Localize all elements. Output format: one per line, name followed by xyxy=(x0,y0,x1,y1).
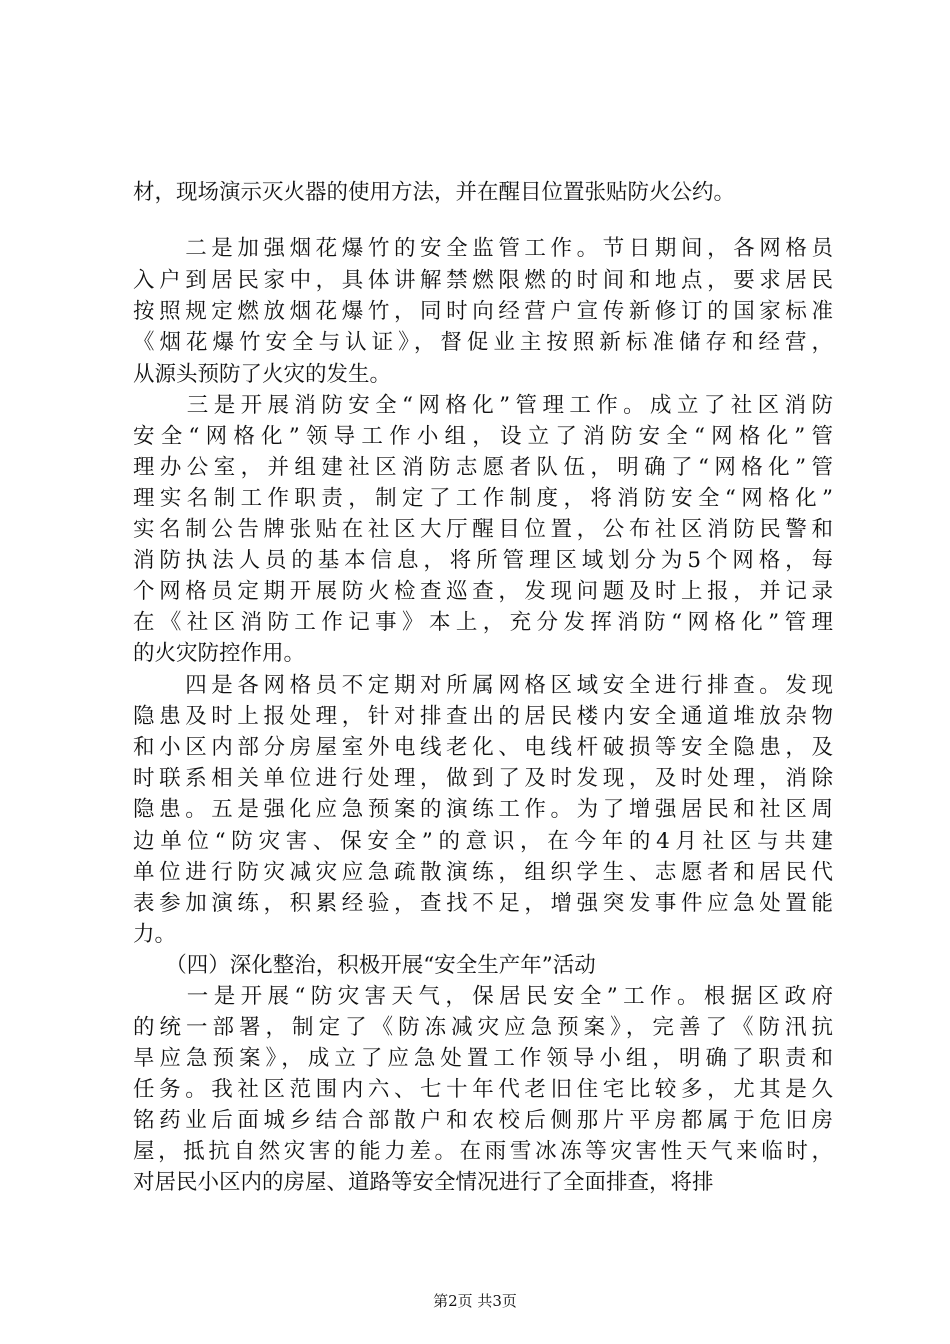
text-line: 铭药业后面城乡结合部散户和农校后侧那片平房都属于危旧房 xyxy=(133,1108,833,1133)
text-line: 表参加演练，积累经验，查找不足，增强突发事件应急处置能 xyxy=(133,891,833,916)
text-line: 在《社区消防工作记事》本上，充分发挥消防“网格化”管理 xyxy=(133,610,833,635)
text-line: 理办公室，并组建社区消防志愿者队伍，明确了“网格化”管 xyxy=(133,455,833,480)
text-line: 四是各网格员不定期对所属网格区域安全进行排查。发现 xyxy=(133,673,833,698)
text-line: 材，现场演示灭火器的使用方法，并在醒目位置张贴防火公约。 xyxy=(133,180,736,205)
text-line: 的统一部署，制定了《防冻减灾应急预案》，完善了《防汛抗 xyxy=(133,1015,833,1040)
text-line: 对居民小区内的房屋、道路等安全情况进行了全面排查，将排 xyxy=(133,1170,714,1195)
text-line: 力。 xyxy=(133,922,177,947)
text-line: 入户到居民家中，具体讲解禁燃限燃的时间和地点，要求居民 xyxy=(133,268,833,293)
text-line: 一是开展“防灾害天气，保居民安全”工作。根据区政府 xyxy=(133,984,833,1009)
page-footer: 第2页 共3页 xyxy=(433,1292,517,1310)
text-line: 单位进行防灾减灾应急疏散演练，组织学生、志愿者和居民代 xyxy=(133,860,833,885)
text-line: 实名制公告牌张贴在社区大厅醒目位置，公布社区消防民警和 xyxy=(133,517,833,542)
text-line: 时联系相关单位进行处理，做到了及时发现，及时处理，消除 xyxy=(133,766,833,791)
text-line: 按照规定燃放烟花爆竹，同时向经营户宣传新修订的国家标准 xyxy=(133,299,833,324)
text-line: 任务。我社区范围内六、七十年代老旧住宅比较多，尤其是久 xyxy=(133,1077,833,1102)
text-line: 隐患及时上报处理，针对排查出的居民楼内安全通道堆放杂物 xyxy=(133,704,833,729)
text-line: 三是开展消防安全“网格化”管理工作。成立了社区消防 xyxy=(133,393,833,418)
text-line: （四）深化整治，积极开展“安全生产年”活动 xyxy=(133,953,596,978)
text-line: 个网格员定期开展防火检查巡查，发现问题及时上报，并记录 xyxy=(133,579,833,604)
text-line: 的火灾防控作用。 xyxy=(133,641,306,666)
text-line: 安全“网格化”领导工作小组，设立了消防安全“网格化”管 xyxy=(133,424,833,449)
text-line: 边单位“防灾害、保安全”的意识，在今年的4月社区与共建 xyxy=(133,829,833,854)
text-line: 和小区内部分房屋室外电线老化、电线杆破损等安全隐患，及 xyxy=(133,735,833,760)
text-line: 旱应急预案》，成立了应急处置工作领导小组，明确了职责和 xyxy=(133,1046,833,1071)
text-line: 二是加强烟花爆竹的安全监管工作。节日期间，各网格员 xyxy=(133,236,833,261)
text-line: 从源头预防了火灾的发生。 xyxy=(133,362,392,387)
text-line: 屋，抵抗自然灾害的能力差。在雨雪冰冻等灾害性天气来临时， xyxy=(133,1139,833,1164)
text-line: 《烟花爆竹安全与认证》，督促业主按照新标准储存和经营， xyxy=(133,330,833,355)
text-line: 隐患。五是强化应急预案的演练工作。为了增强居民和社区周 xyxy=(133,797,833,822)
text-line: 理实名制工作职责，制定了工作制度，将消防安全“网格化” xyxy=(133,486,833,511)
text-line: 消防执法人员的基本信息，将所管理区域划分为5个网格，每 xyxy=(133,548,833,573)
